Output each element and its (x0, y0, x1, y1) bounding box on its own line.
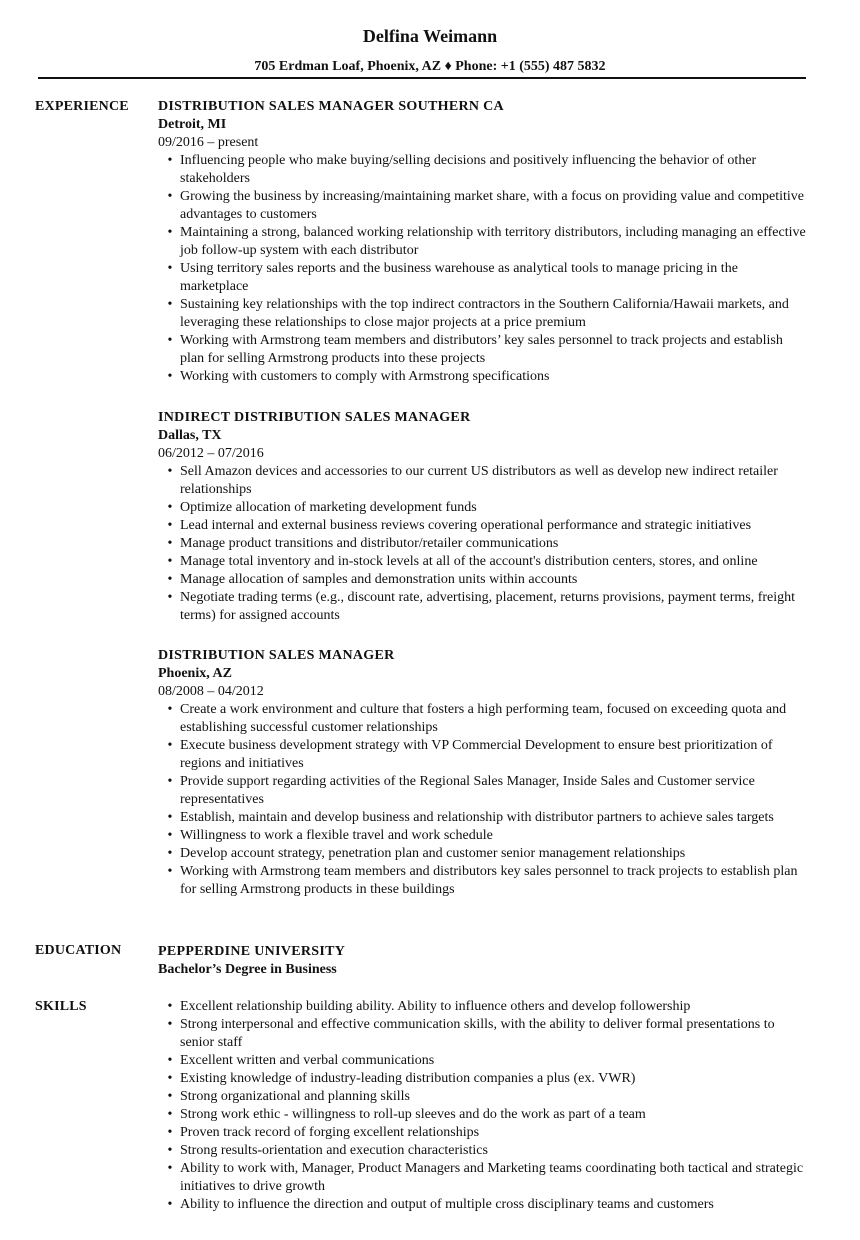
job-bullets (158, 152, 808, 386)
list-item (158, 1196, 808, 1214)
bullet-text: Maintaining a strong, balanced working relationship with territory distributors, including managing an effective job follow-up system with each distributor (180, 225, 806, 258)
skill-text: Existing knowledge of industry-leading distribution companies a plus (ex. VWR) (180, 1071, 636, 1086)
list-item (158, 535, 808, 553)
list-item (158, 827, 808, 845)
bullet-text: Influencing people who make buying/selling decisions and positively influencing the behavior of other stakeholders (180, 153, 757, 186)
bullet-icon: • (167, 1107, 173, 1122)
bullet-icon: • (167, 1161, 173, 1176)
bullet-icon: • (167, 810, 173, 825)
list-item (158, 260, 808, 296)
bullet-text: Execute business development strategy with VP Commercial Development to ensure best prioritization of regions and initiatives (180, 738, 773, 771)
job-dates: 06/2012 – 07/2016 (158, 446, 264, 461)
bullet-text: Develop account strategy, penetration plan and customer senior management relationships (180, 846, 686, 861)
degree: Bachelor’s Degree in Business (158, 962, 337, 977)
bullet-icon: • (167, 846, 173, 861)
job-entry (158, 98, 808, 386)
bullet-icon: • (167, 464, 173, 479)
skill-text: Strong work ethic - willingness to roll-up sleeves and do the work as part of a team (180, 1107, 646, 1122)
list-item (158, 463, 808, 499)
bullet-icon: • (167, 1089, 173, 1104)
bullet-icon: • (167, 1125, 173, 1140)
skills-list-container (158, 998, 808, 1214)
list-item (158, 863, 808, 899)
list-item (158, 1160, 808, 1196)
skills-section-label: SKILLS (35, 999, 87, 1014)
bullet-text: Sustaining key relationships with the top indirect contractors in the Southern California/Hawaii markets, and leveraging these relationships to close major projects at a price premium (180, 297, 789, 330)
list-item (158, 152, 808, 188)
bullet-icon: • (167, 590, 173, 605)
list-item (158, 332, 808, 368)
bullet-icon: • (167, 153, 173, 168)
skills-list (158, 998, 808, 1214)
bullet-icon: • (167, 864, 173, 879)
bullet-icon: • (167, 333, 173, 348)
list-item (158, 296, 808, 332)
skill-text: Strong interpersonal and effective communication skills, with the ability to deliver formal presentations to senior staff (180, 1017, 775, 1050)
skill-text: Strong results-orientation and execution characteristics (180, 1143, 488, 1158)
bullet-text: Manage allocation of samples and demonstration units within accounts (180, 572, 578, 587)
list-item (158, 188, 808, 224)
job-entry (158, 409, 808, 625)
job-location: Phoenix, AZ (158, 666, 232, 681)
bullet-icon: • (167, 1197, 173, 1212)
skill-text: Ability to work with, Manager, Product Managers and Marketing teams coordinating both tactical and strategic initiatives to drive growth (180, 1161, 804, 1194)
list-item (158, 1106, 808, 1124)
job-title: DISTRIBUTION SALES MANAGER SOUTHERN CA (158, 99, 504, 114)
bullet-text: Working with Armstrong team members and distributors’ key sales personnel to track projects and establish plan for selling Armstrong products into these projects (180, 333, 783, 366)
job-location: Dallas, TX (158, 428, 222, 443)
bullet-icon: • (167, 702, 173, 717)
bullet-icon: • (167, 828, 173, 843)
list-item (158, 845, 808, 863)
job-location: Detroit, MI (158, 117, 227, 132)
bullet-icon: • (167, 1071, 173, 1086)
job-dates: 08/2008 – 04/2012 (158, 684, 264, 699)
list-item (158, 589, 808, 625)
bullet-icon: • (167, 518, 173, 533)
bullet-text: Lead internal and external business reviews covering operational performance and strategic initiatives (180, 518, 752, 533)
bullet-icon: • (167, 999, 173, 1014)
bullet-text: Manage product transitions and distributor/retailer communications (180, 536, 559, 551)
skill-text: Ability to influence the direction and output of multiple cross disciplinary teams and customers (180, 1197, 714, 1212)
bullet-text: Using territory sales reports and the business warehouse as analytical tools to manage pricing in the marketplace (180, 261, 738, 294)
job-title: INDIRECT DISTRIBUTION SALES MANAGER (158, 410, 471, 425)
bullet-icon: • (167, 261, 173, 276)
list-item (158, 553, 808, 571)
list-item (158, 1142, 808, 1160)
skill-text: Strong organizational and planning skills (180, 1089, 410, 1104)
bullet-icon: • (167, 369, 173, 384)
bullet-text: Create a work environment and culture that fosters a high performing team, focused on exceeding quota and establishing successful customer relationships (180, 702, 787, 735)
bullet-icon: • (167, 572, 173, 587)
bullet-text: Sell Amazon devices and accessories to our current US distributors as well as develop new indirect retailer relationships (180, 464, 778, 497)
bullet-icon: • (167, 189, 173, 204)
bullet-icon: • (167, 536, 173, 551)
candidate-name: Delfina Weimann (362, 26, 498, 46)
list-item (158, 737, 808, 773)
bullet-icon: • (167, 1017, 173, 1032)
list-item (158, 1124, 808, 1142)
header-divider (38, 77, 806, 79)
list-item (158, 1016, 808, 1052)
experience-section-label: EXPERIENCE (35, 99, 129, 114)
list-item (158, 571, 808, 589)
bullet-icon: • (167, 774, 173, 789)
bullet-text: Optimize allocation of marketing development funds (180, 500, 477, 515)
bullet-icon: • (167, 500, 173, 515)
bullet-icon: • (167, 225, 173, 240)
list-item (158, 773, 808, 809)
bullet-icon: • (167, 554, 173, 569)
list-item (158, 809, 808, 827)
bullet-text: Provide support regarding activities of the Regional Sales Manager, Inside Sales and Customer service representatives (180, 774, 755, 807)
bullet-text: Willingness to work a flexible travel and work schedule (180, 828, 493, 843)
job-bullets (158, 463, 808, 625)
list-item (158, 368, 808, 386)
job-dates: 09/2016 – present (158, 135, 259, 150)
list-item (158, 224, 808, 260)
list-item (158, 517, 808, 535)
list-item (158, 1052, 808, 1070)
bullet-icon: • (167, 738, 173, 753)
bullet-text: Working with Armstrong team members and distributors key sales personnel to track projects to establish plan for selling Armstrong products in these buildings (180, 864, 798, 897)
education-section-label: EDUCATION (35, 943, 122, 958)
bullet-text: Growing the business by increasing/maintaining market share, with a focus on providing value and competitive advantages to customers (180, 189, 805, 222)
list-item (158, 499, 808, 517)
list-item (158, 998, 808, 1016)
bullet-text: Working with customers to comply with Armstrong specifications (180, 369, 550, 384)
skill-text: Excellent relationship building ability. Ability to influence others and develop followership (180, 999, 691, 1014)
skill-text: Proven track record of forging excellent relationships (180, 1125, 480, 1140)
education-entry (158, 943, 808, 979)
job-bullets (158, 701, 808, 899)
bullet-icon: • (167, 297, 173, 312)
bullet-text: Manage total inventory and in-stock levels at all of the account's distribution centers, stores, and online (180, 554, 758, 569)
bullet-icon: • (167, 1053, 173, 1068)
list-item (158, 1088, 808, 1106)
bullet-text: Negotiate trading terms (e.g., discount rate, advertising, placement, returns provisions, payment terms, freight terms) for assigned accounts (180, 590, 796, 623)
list-item (158, 1070, 808, 1088)
job-entry (158, 647, 808, 899)
skill-text: Excellent written and verbal communications (180, 1053, 435, 1068)
list-item (158, 701, 808, 737)
bullet-text: Establish, maintain and develop business and relationship with distributor partners to achieve sales targets (180, 810, 774, 825)
school-name: PEPPERDINE UNIVERSITY (158, 944, 346, 959)
contact-line: 705 Erdman Loaf, Phoenix, AZ ♦ Phone: +1 (555) 487 5832 (254, 59, 606, 74)
job-title: DISTRIBUTION SALES MANAGER (158, 648, 395, 663)
bullet-icon: • (167, 1143, 173, 1158)
